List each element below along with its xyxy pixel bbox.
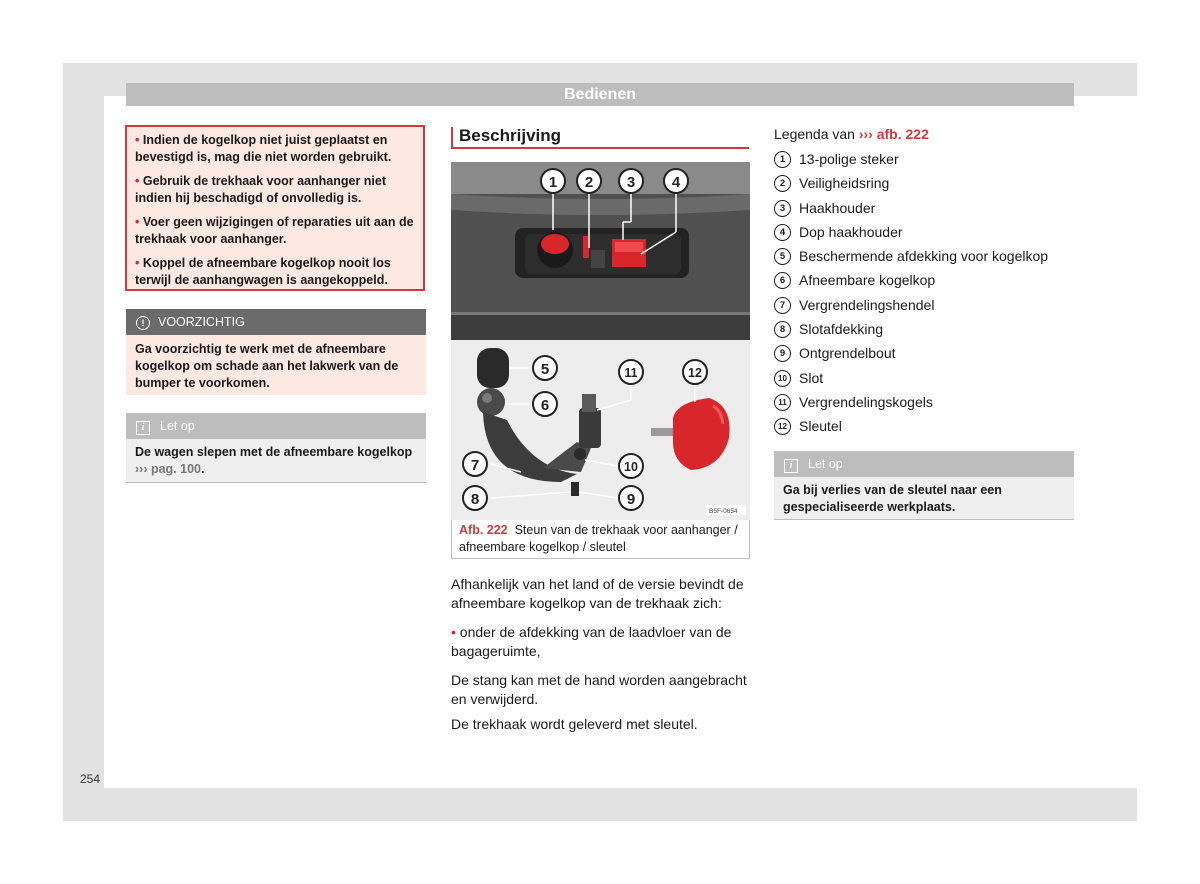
legend-item: 3 Haakhouder [774, 199, 1048, 223]
svg-text:8: 8 [470, 491, 480, 508]
page-link[interactable]: ››› pag. 100 [135, 462, 201, 476]
warning-item: • Koppel de afneembare kogelkop nooit los terwijl de aanhangwagen is aangekoppeld. [135, 256, 391, 287]
warning-item: • Voer geen wijzigingen of reparaties uit aan de trekhaak voor aanhanger. [135, 215, 414, 246]
number-badge: 1 [774, 151, 791, 168]
callout [619, 486, 643, 510]
caution-header [126, 309, 426, 335]
legend-item: 6 Afneembare kogelkop [774, 271, 1048, 295]
tow-hook-illustration [451, 162, 750, 520]
bullet-icon: • [135, 174, 140, 188]
bullet-icon: • [451, 624, 456, 640]
number-badge: 5 [774, 248, 791, 265]
legend-item: 9 Ontgrendelbout [774, 344, 1048, 368]
figure-code: B5F-0654 [709, 508, 738, 515]
svg-text:6: 6 [540, 397, 550, 414]
number-badge: 8 [774, 321, 791, 338]
note-text: Ga bij verlies van de sleutel naar een gespecialiseerde werkplaats. [774, 477, 1074, 520]
callout [664, 169, 688, 193]
legend-item: 4 Dop haakhouder [774, 223, 1048, 247]
svg-text:5: 5 [540, 361, 550, 378]
legend-item: 8 Slotafdekking [774, 320, 1048, 344]
note-title: Let op [160, 419, 195, 433]
svg-text:7: 7 [470, 457, 480, 474]
callout [463, 452, 487, 476]
caution-title: VOORZICHTIG [158, 315, 245, 329]
warning-item: • Gebruik de trekhaak voor aanhanger niet indien hij beschadigd of onvolledig is. [135, 174, 387, 205]
legend-title: Legenda van ››› afb. 222 [774, 126, 929, 142]
svg-text:10: 10 [624, 460, 638, 474]
svg-text:1: 1 [548, 174, 558, 191]
svg-text:9: 9 [626, 491, 636, 508]
number-badge: 9 [774, 345, 791, 362]
section-title: Beschrijving [451, 124, 749, 149]
warning-item: • Indien de kogelkop niet juist geplaatst en bevestigd is, mag die niet worden gebruikt. [135, 133, 392, 164]
paragraph: De stang kan met de hand worden aangebracht en verwijderd. [451, 672, 747, 707]
callout [577, 169, 601, 193]
caution-text: Ga voorzichtig te werk met de afneembare kogelkop om schade aan het lakwerk van de bumper te voorkomen. [126, 335, 426, 395]
info-icon: i [784, 459, 798, 473]
legend-item: 1 13-polige steker [774, 150, 1048, 174]
figure-caption: Afb. 222 Steun van de trekhaak voor aanhanger / afneembare kogelkop / sleutel [459, 523, 738, 554]
number-badge: 10 [774, 370, 791, 387]
number-badge: 2 [774, 175, 791, 192]
number-badge: 3 [774, 200, 791, 217]
callout [533, 392, 557, 416]
bullet-icon: • [135, 215, 140, 229]
bullet-icon: • [135, 133, 140, 147]
body-text [451, 575, 749, 744]
callout [619, 454, 643, 478]
legend-item: 12 Sleutel [774, 417, 1048, 441]
svg-text:2: 2 [584, 174, 594, 191]
number-badge: 4 [774, 224, 791, 241]
legend-list [774, 150, 1048, 442]
figure-label: Afb. 222 [459, 523, 508, 537]
legend-item: 2 Veiligheidsring [774, 174, 1048, 198]
callout [683, 360, 707, 384]
title-accent [451, 127, 453, 147]
legend-item: 7 Vergrendelingshendel [774, 296, 1048, 320]
note-text: De wagen slepen met de afneembare kogelkop ››› pag. 100. [126, 439, 426, 483]
note-header [774, 451, 1074, 477]
legend-item: 10 Slot [774, 369, 1048, 393]
number-badge: 7 [774, 297, 791, 314]
legend-item: 5 Beschermende afdekking voor kogelkop [774, 247, 1048, 271]
legend-item: 11 Vergrendelingskogels [774, 393, 1048, 417]
note-header [126, 413, 426, 439]
callout [619, 169, 643, 193]
bumper-photo [451, 162, 750, 340]
paragraph: De trekhaak wordt geleverd met sleutel. [451, 716, 698, 732]
chapter-header: Bedienen [126, 83, 1074, 106]
svg-text:12: 12 [688, 366, 702, 380]
callout [533, 356, 557, 380]
figure-link[interactable]: ››› afb. 222 [858, 126, 929, 142]
bullet-icon: • [135, 256, 140, 270]
number-badge: 6 [774, 272, 791, 289]
callout [541, 169, 565, 193]
svg-text:11: 11 [624, 366, 638, 380]
number-badge: 11 [774, 394, 791, 411]
svg-text:4: 4 [671, 174, 681, 191]
page-number: 254 [80, 772, 101, 786]
warning-box [125, 125, 425, 291]
note-title: Let op [808, 457, 843, 471]
caution-icon: ! [136, 316, 150, 330]
info-icon: i [136, 421, 150, 435]
paragraph: Afhankelijk van het land of de versie bevindt de afneembare kogelkop van de trekhaak zich: [451, 576, 744, 611]
number-badge: 12 [774, 418, 791, 435]
svg-text:3: 3 [626, 174, 636, 191]
bullet-item: • onder de afdekking van de laadvloer van de bagageruimte, [451, 624, 732, 659]
callout [463, 486, 487, 510]
callout [619, 360, 643, 384]
